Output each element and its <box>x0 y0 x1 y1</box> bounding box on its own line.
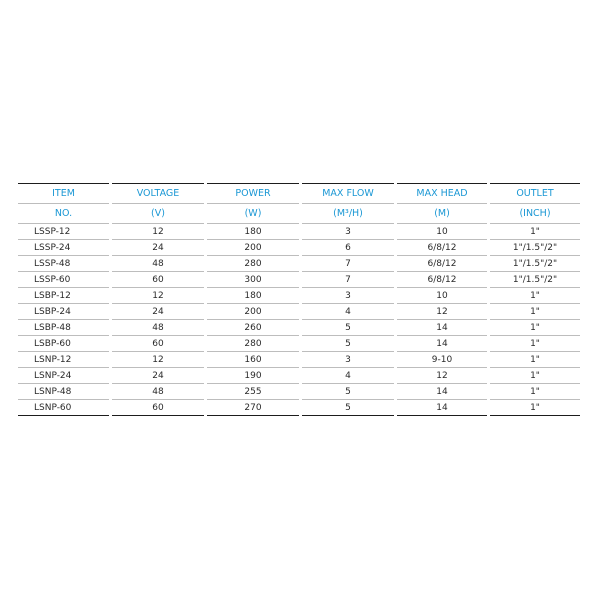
cell-item: LSSP-48 <box>17 256 111 272</box>
cell-max-flow: 3 <box>301 288 396 304</box>
cell-power: 160 <box>206 352 301 368</box>
cell-max-head: 14 <box>396 320 489 336</box>
cell-outlet: 1" <box>489 320 582 336</box>
cell-power: 190 <box>206 368 301 384</box>
cell-max-flow: 5 <box>301 400 396 416</box>
header-row-units <box>17 204 582 224</box>
cell-voltage: 48 <box>111 384 206 400</box>
table-row <box>17 288 582 304</box>
cell-outlet: 1"/1.5"/2" <box>489 256 582 272</box>
cell-max-flow: 7 <box>301 256 396 272</box>
cell-power: 280 <box>206 256 301 272</box>
cell-item: LSBP-48 <box>17 320 111 336</box>
cell-voltage: 24 <box>111 240 206 256</box>
cell-max-flow: 5 <box>301 336 396 352</box>
header-item: ITEM <box>17 184 111 204</box>
cell-power: 270 <box>206 400 301 416</box>
cell-max-head: 12 <box>396 304 489 320</box>
cell-max-flow: 3 <box>301 352 396 368</box>
header-voltage-unit: (V) <box>111 204 206 224</box>
cell-outlet: 1" <box>489 224 582 240</box>
cell-voltage: 24 <box>111 368 206 384</box>
cell-voltage: 24 <box>111 304 206 320</box>
cell-item: LSNP-48 <box>17 384 111 400</box>
table-row <box>17 224 582 240</box>
cell-outlet: 1" <box>489 304 582 320</box>
header-outlet: OUTLET <box>489 184 582 204</box>
cell-max-head: 12 <box>396 368 489 384</box>
cell-item: LSBP-12 <box>17 288 111 304</box>
cell-power: 300 <box>206 272 301 288</box>
cell-outlet: 1" <box>489 384 582 400</box>
cell-item: LSNP-24 <box>17 368 111 384</box>
cell-outlet: 1"/1.5"/2" <box>489 240 582 256</box>
table-row <box>17 368 582 384</box>
cell-item: LSSP-12 <box>17 224 111 240</box>
cell-outlet: 1" <box>489 368 582 384</box>
cell-power: 260 <box>206 320 301 336</box>
cell-max-head: 10 <box>396 288 489 304</box>
cell-max-flow: 7 <box>301 272 396 288</box>
cell-item: LSBP-24 <box>17 304 111 320</box>
header-item-unit: NO. <box>17 204 111 224</box>
cell-voltage: 12 <box>111 352 206 368</box>
table-row <box>17 272 582 288</box>
cell-max-head: 14 <box>396 384 489 400</box>
cell-outlet: 1" <box>489 352 582 368</box>
header-voltage: VOLTAGE <box>111 184 206 204</box>
cell-power: 200 <box>206 304 301 320</box>
cell-max-flow: 6 <box>301 240 396 256</box>
header-power-unit: (W) <box>206 204 301 224</box>
cell-max-head: 9-10 <box>396 352 489 368</box>
cell-outlet: 1"/1.5"/2" <box>489 272 582 288</box>
table-row <box>17 256 582 272</box>
cell-outlet: 1" <box>489 400 582 416</box>
table-row <box>17 400 582 416</box>
header-power: POWER <box>206 184 301 204</box>
cell-power: 255 <box>206 384 301 400</box>
cell-outlet: 1" <box>489 288 582 304</box>
header-max-head: MAX HEAD <box>396 184 489 204</box>
cell-power: 280 <box>206 336 301 352</box>
table-row <box>17 240 582 256</box>
cell-max-flow: 3 <box>301 224 396 240</box>
cell-voltage: 48 <box>111 256 206 272</box>
cell-voltage: 48 <box>111 320 206 336</box>
cell-power: 180 <box>206 224 301 240</box>
table-body <box>17 224 582 416</box>
cell-max-flow: 5 <box>301 384 396 400</box>
cell-max-head: 10 <box>396 224 489 240</box>
table-row <box>17 304 582 320</box>
cell-power: 180 <box>206 288 301 304</box>
cell-max-head: 14 <box>396 400 489 416</box>
table-row <box>17 352 582 368</box>
table-row <box>17 320 582 336</box>
cell-max-flow: 4 <box>301 368 396 384</box>
header-max-flow-unit: (M³/H) <box>301 204 396 224</box>
cell-voltage: 12 <box>111 224 206 240</box>
spec-table <box>15 183 583 416</box>
header-max-head-unit: (M) <box>396 204 489 224</box>
cell-item: LSSP-60 <box>17 272 111 288</box>
cell-max-flow: 4 <box>301 304 396 320</box>
cell-item: LSNP-60 <box>17 400 111 416</box>
cell-max-head: 6/8/12 <box>396 240 489 256</box>
cell-max-head: 6/8/12 <box>396 272 489 288</box>
cell-voltage: 60 <box>111 336 206 352</box>
table-row <box>17 336 582 352</box>
cell-item: LSSP-24 <box>17 240 111 256</box>
cell-max-head: 14 <box>396 336 489 352</box>
cell-max-flow: 5 <box>301 320 396 336</box>
cell-voltage: 60 <box>111 272 206 288</box>
cell-item: LSNP-12 <box>17 352 111 368</box>
table-header <box>17 184 582 224</box>
cell-item: LSBP-60 <box>17 336 111 352</box>
header-outlet-unit: (INCH) <box>489 204 582 224</box>
cell-max-head: 6/8/12 <box>396 256 489 272</box>
cell-power: 200 <box>206 240 301 256</box>
table-row <box>17 384 582 400</box>
cell-outlet: 1" <box>489 336 582 352</box>
header-row-names <box>17 184 582 204</box>
cell-voltage: 60 <box>111 400 206 416</box>
cell-voltage: 12 <box>111 288 206 304</box>
header-max-flow: MAX FLOW <box>301 184 396 204</box>
